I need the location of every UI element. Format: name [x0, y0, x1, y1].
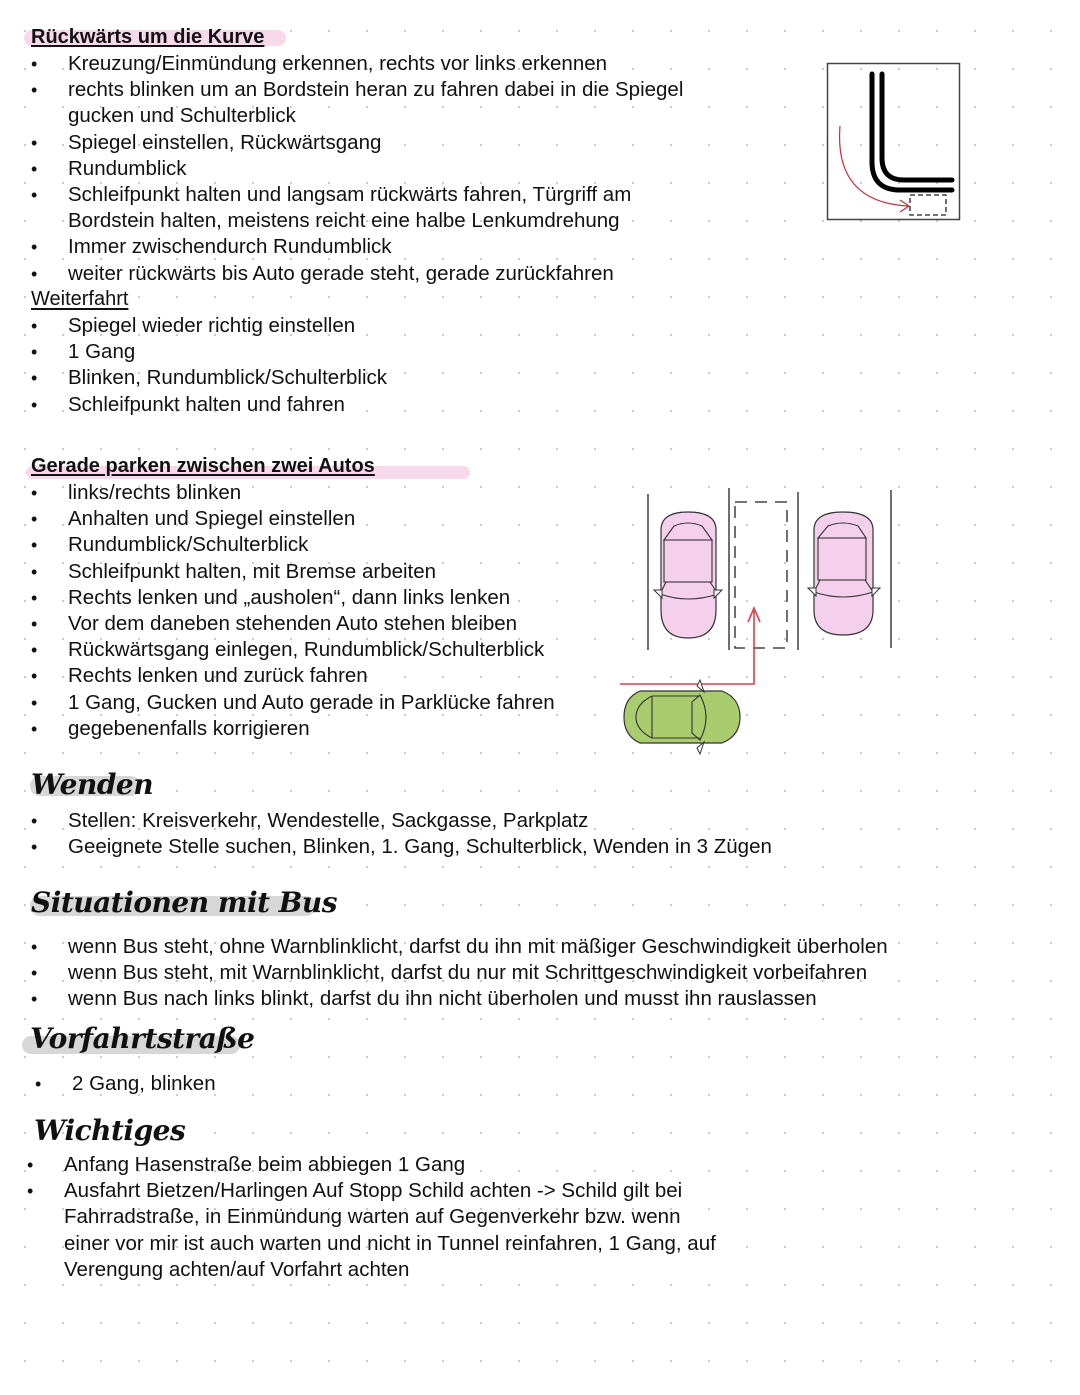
list-item: • weiter rückwärts bis Auto gerade steht, gerade zurückfahren [31, 261, 683, 287]
list-item: • 1 Gang [31, 339, 387, 365]
list-item: • gegebenenfalls korrigieren [31, 716, 555, 742]
section-heading-wenden: Wenden [31, 768, 154, 801]
list-item: • Geeignete Stelle suchen, Blinken, 1. Gang, Schulterblick, Wenden in 3 Zügen [31, 834, 772, 860]
section-heading-vorfahrt: Vorfahrtstraße [30, 1022, 255, 1055]
list-item: • Blinken, Rundumblick/Schulterblick [31, 365, 387, 391]
rueckwaerts-list [31, 51, 683, 287]
list-item: • wenn Bus nach links blinkt, darfst du ihn nicht überholen und musst ihn rauslassen [31, 986, 888, 1012]
subheading-weiterfahrt: Weiterfahrt [31, 288, 129, 310]
section-heading-bus: Situationen mit Bus [31, 886, 338, 919]
list-item: • Kreuzung/Einmündung erkennen, rechts vor links erkennen [31, 51, 683, 77]
list-item: • links/rechts blinken [31, 480, 555, 506]
list-item: • Rechts lenken und zurück fahren [31, 663, 555, 689]
list-item: • Schleifpunkt halten und fahren [31, 392, 387, 418]
wichtiges-list [27, 1152, 716, 1283]
list-item: • wenn Bus steht, ohne Warnblinklicht, darfst du ihn mit mäßiger Geschwindigkeit überholen [31, 934, 888, 960]
list-item: • 2 Gang, blinken [35, 1071, 216, 1097]
wenden-list [31, 808, 772, 860]
list-item: • Rückwärtsgang einlegen, Rundumblick/Schulterblick [31, 637, 555, 663]
list-item: • Schleifpunkt halten und langsam rückwärts fahren, Türgriff am Bordstein halten, meistens reicht eine halbe Lenkumdrehung [31, 182, 683, 234]
vorfahrt-list [35, 1071, 216, 1097]
list-item: • Spiegel einstellen, Rückwärtsgang [31, 130, 683, 156]
list-item: • Stellen: Kreisverkehr, Wendestelle, Sackgasse, Parkplatz [31, 808, 772, 834]
list-item: • Rundumblick/Schulterblick [31, 532, 555, 558]
list-item: • Anhalten und Spiegel einstellen [31, 506, 555, 532]
list-item: • Vor dem daneben stehenden Auto stehen bleiben [31, 611, 555, 637]
reverse-around-corner-diagram [826, 62, 962, 222]
section-heading-parken: Gerade parken zwischen zwei Autos [31, 455, 375, 477]
parked-car-right [808, 512, 880, 635]
own-car [624, 680, 740, 754]
list-item: • rechts blinken um an Bordstein heran zu fahren dabei in die Spiegel gucken und Schulterblick [31, 77, 683, 129]
list-item: • Anfang Hasenstraße beim abbiegen 1 Gang [27, 1152, 716, 1178]
list-item: • Rechts lenken und „ausholen“, dann links lenken [31, 585, 555, 611]
section-heading-wichtiges: Wichtiges [34, 1114, 186, 1147]
list-item: • Schleifpunkt halten, mit Bremse arbeiten [31, 559, 555, 585]
parked-car-left [654, 512, 722, 638]
list-item: • wenn Bus steht, mit Warnblinklicht, darfst du nur mit Schrittgeschwindigkeit vorbeifahren [31, 960, 888, 986]
list-item: • Immer zwischendurch Rundumblick [31, 234, 683, 260]
parken-list [31, 480, 555, 742]
list-item: • Ausfahrt Bietzen/Harlingen Auf Stopp Schild achten -> Schild gilt bei Fahrradstraße, in Einmündung warten auf Gegenverkehr bzw. wenn einer vor mir ist auch warten und nicht in Tunnel reinfahren, 1 Gang, auf Verengung achten/auf Vorfahrt achten [27, 1178, 716, 1283]
bus-list [31, 934, 888, 1013]
section-heading-rueckwaerts: Rückwärts um die Kurve [31, 26, 265, 48]
list-item: • 1 Gang, Gucken und Auto gerade in Parklücke fahren [31, 690, 555, 716]
perpendicular-parking-diagram [600, 480, 920, 760]
list-item: • Spiegel wieder richtig einstellen [31, 313, 387, 339]
weiterfahrt-list [31, 313, 387, 418]
list-item: • Rundumblick [31, 156, 683, 182]
